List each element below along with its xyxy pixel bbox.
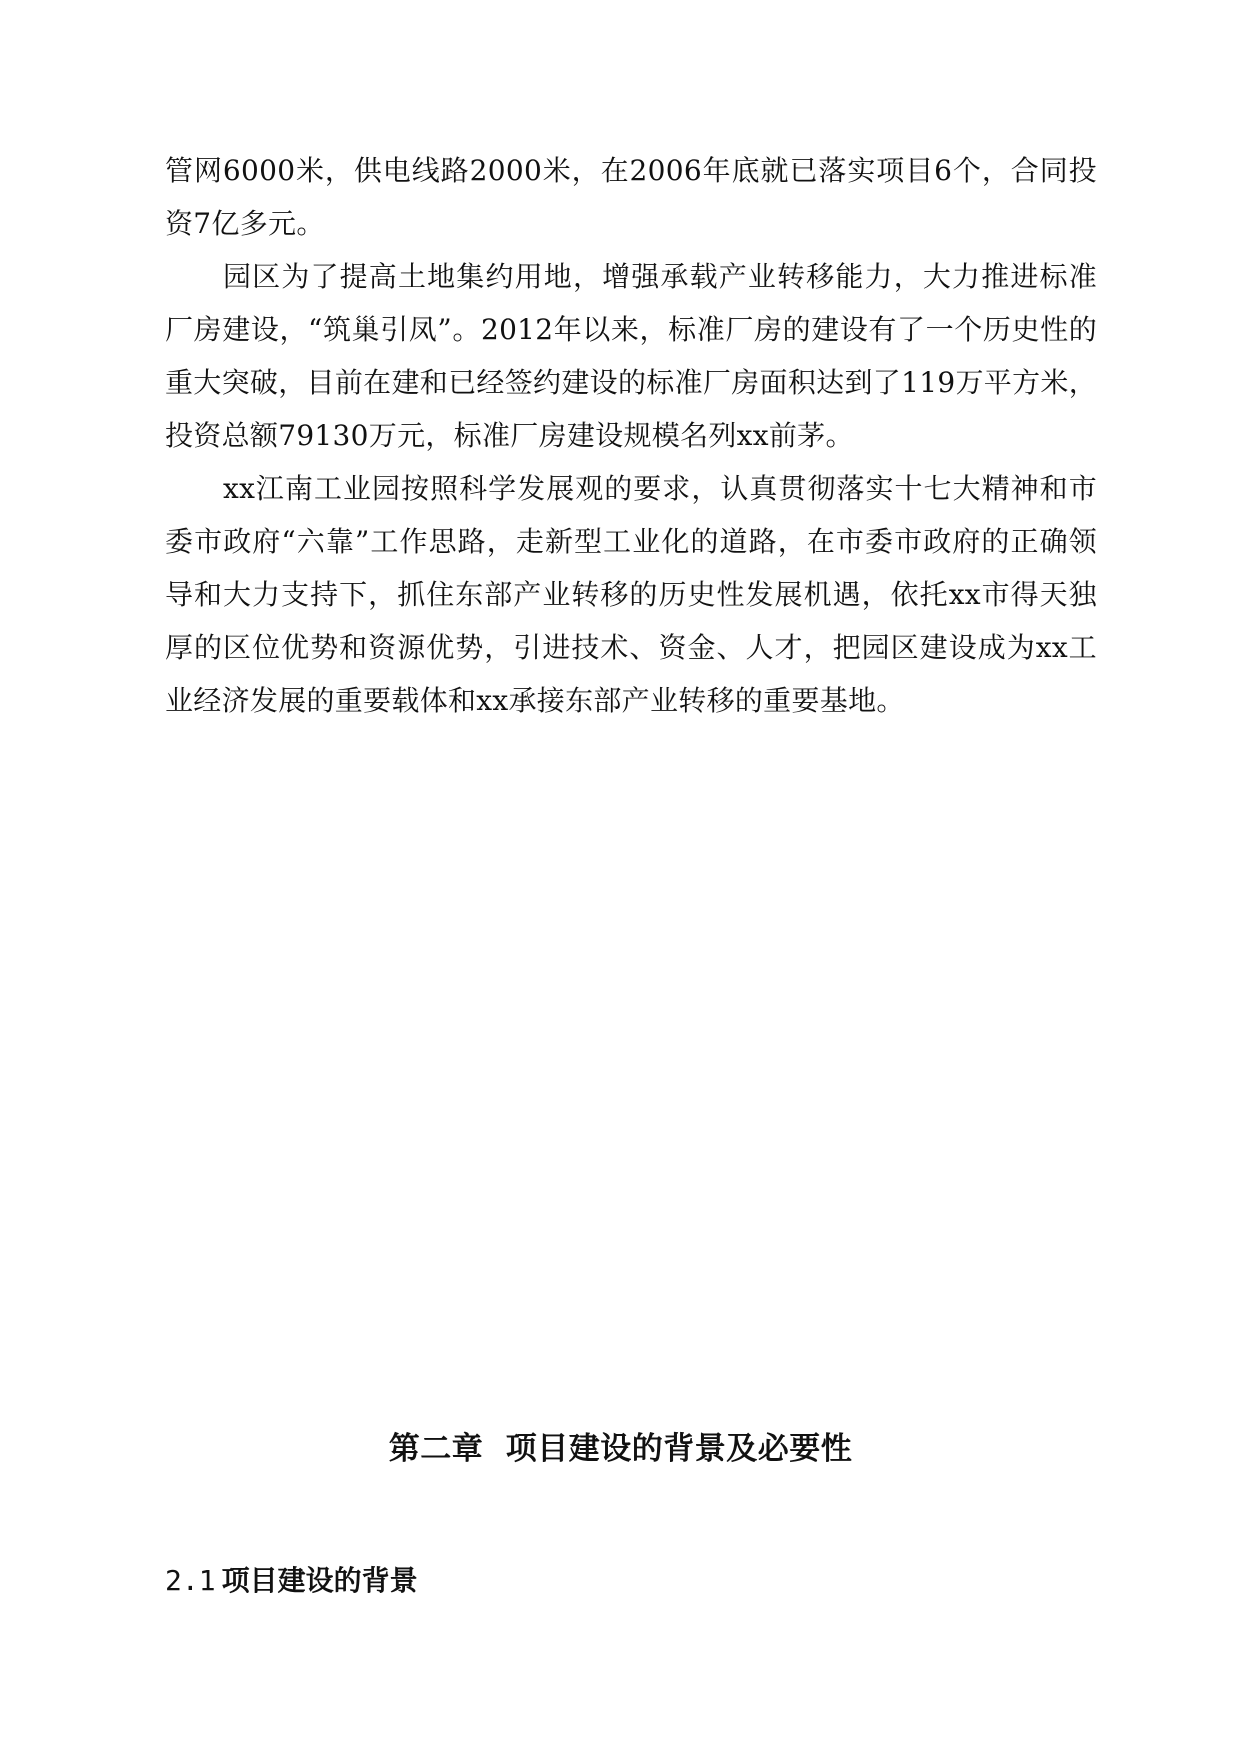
paragraph-standard-factory: 园区为了提高土地集约用地，增强承载产业转移能力，大力推进标准厂房建设，“筑巢引凤”。2012年以来，标准厂房的建设有了一个历史性的重大突破，目前在建和已经签约建设的标准厂房面积达到了119万平方米，投资总额79130万元，标准厂房建设规模名列xx前茅。 bbox=[165, 260, 1097, 452]
section-number: 2.1 bbox=[165, 1564, 216, 1597]
section-title: 项目建设的背景 bbox=[221, 1564, 418, 1597]
chapter-title: 第二章 项目建设的背景及必要性 bbox=[388, 1431, 853, 1467]
body-text bbox=[165, 144, 1097, 727]
paragraph-industrial-park: xx江南工业园按照科学发展观的要求，认真贯彻落实十七大精神和市委市政府“六靠”工作思路，走新型工业化的道路，在市委市政府的正确领导和大力支持下，抓住东部产业转移的历史性发展机遇，依托xx市得天独厚的区位优势和资源优势，引进技术、资金、人才，把园区建设成为xx工业经济发展的重要载体和xx承接东部产业转移的重要基地。 bbox=[165, 472, 1097, 717]
section-heading bbox=[165, 1563, 418, 1599]
paragraph-continued: 管网6000米，供电线路2000米，在2006年底就已落实项目6个，合同投资7亿多元。 bbox=[165, 154, 1097, 240]
